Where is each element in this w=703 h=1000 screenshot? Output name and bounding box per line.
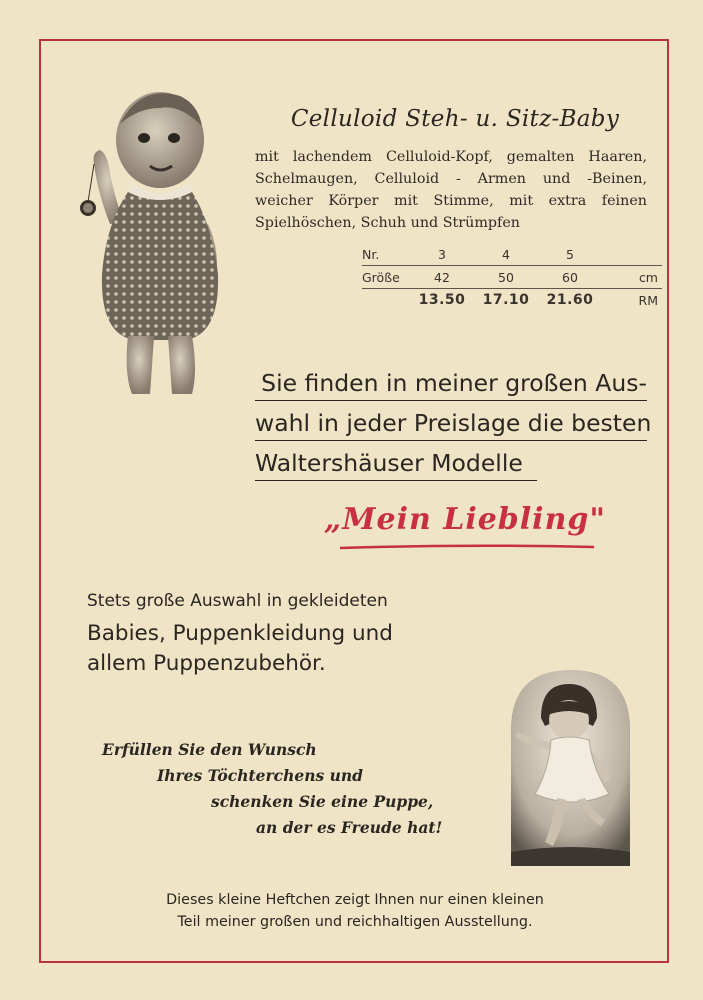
- price-value: 13.50: [418, 292, 466, 308]
- model-number: 3: [410, 243, 474, 266]
- headline-line: Waltershäuser Modelle: [255, 449, 537, 481]
- assortment-intro: Stets große Auswahl in gekleideten: [87, 591, 388, 611]
- slogan-line: Erfüllen Sie den Wunsch: [102, 740, 317, 759]
- product-description: mit lachendem Celluloid-Kopf, gemalten Haaren, Schelmaugen, Celluloid - Armen und -Beinen, weicher Körper mit Stimme, mit extra feinen Spielhöschen, Schuh und Strümpfen: [255, 149, 647, 231]
- size-unit: cm: [602, 266, 662, 289]
- footer-text: [110, 889, 600, 933]
- headline-line: Sie finden in meiner großen Aus-: [255, 369, 647, 401]
- assortment-list: [87, 619, 427, 679]
- size-value: 50: [474, 266, 538, 289]
- price-value: 17.10: [482, 292, 530, 308]
- table-row: [362, 289, 662, 312]
- brand-underline: [338, 542, 596, 552]
- model-number: 5: [538, 243, 602, 266]
- table-row: [362, 266, 662, 289]
- size-value: 42: [410, 266, 474, 289]
- model-number: 4: [474, 243, 538, 266]
- brand-name: „Mein Liebling": [324, 502, 606, 537]
- size-value: 60: [538, 266, 602, 289]
- dancing-doll-photo: [511, 670, 630, 866]
- product-title: Celluloid Steh- u. Sitz-Baby: [290, 106, 620, 132]
- price-table: [362, 243, 662, 311]
- footer-line: Teil meiner großen und reichhaltigen Ausstellung.: [177, 914, 533, 930]
- footer-line: Dieses kleine Heftchen zeigt Ihnen nur einen kleinen: [166, 892, 544, 908]
- nr-label: Nr.: [362, 243, 410, 266]
- table-row: [362, 243, 662, 266]
- size-label: Größe: [362, 266, 410, 289]
- assortment-line: Babies, Puppenkleidung und: [87, 621, 393, 646]
- price-value: 21.60: [546, 292, 594, 308]
- assortment-line: allem Puppenzubehör.: [87, 651, 326, 676]
- price-unit: RM: [638, 292, 658, 308]
- slogan-line: Ihres Töchterchens und: [157, 766, 363, 785]
- slogan-line: an der es Freude hat!: [256, 818, 443, 837]
- slogan-line: schenken Sie eine Puppe,: [211, 792, 434, 811]
- celluloid-baby-doll-photo: [80, 74, 240, 394]
- headline-line: wahl in jeder Preislage die besten: [255, 409, 647, 441]
